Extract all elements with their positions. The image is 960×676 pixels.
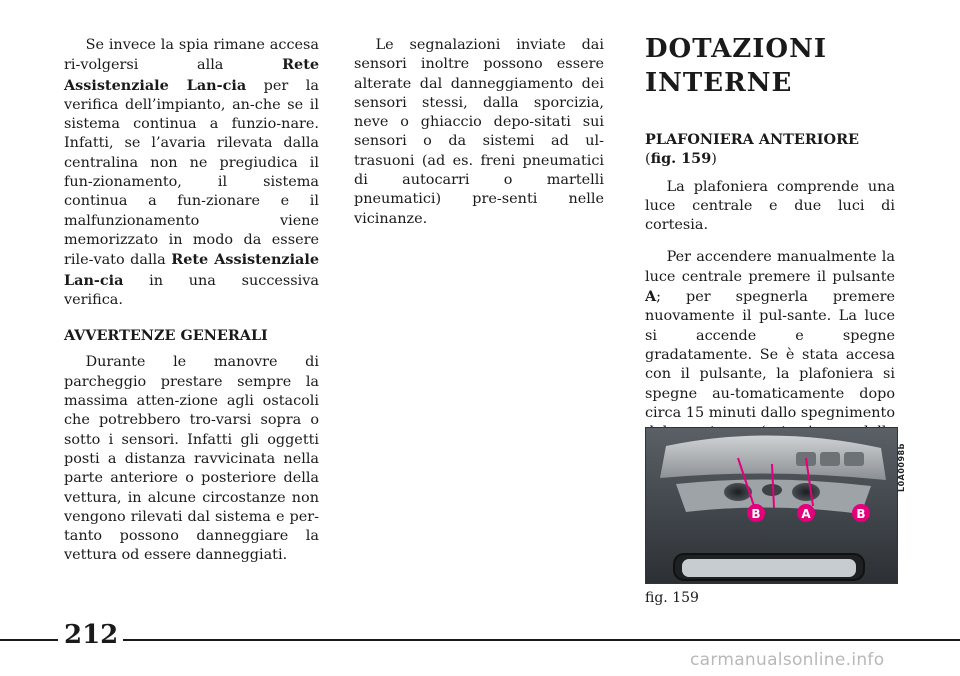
footer-rule-right xyxy=(123,639,960,641)
figure-code: L0A0098b xyxy=(897,443,906,492)
mirror-glass xyxy=(682,559,856,577)
callout-label-a: A xyxy=(801,507,811,521)
paragraph-parking: Durante le manovre di parcheggio prestare sempre la massima atten-zione agli ostacoli che potrebbero tro-varsi sopra o sotto i sensori. Infatti gli oggetti posti a distanza ravvicinata nella parte anteriore o posteriore della vettura, in alcune circostanze non vengono rilevati dal sistema e per-tanto possono danneggiare la vettura od essere danneggiati. xyxy=(64,354,319,564)
bold-lancia-network: Rete Assistenziale Lan-cia xyxy=(64,251,319,289)
paragraph-warning-light: Se invece la spia rimane accesa ri-volgersi alla Rete Assistenziale Lan-cia per la verifica dell’impianto, an-che se il sistema continua a funzio-nare. Infatti, se l’avaria rilevata dalla centralina non ne pregiudica il fun-zionamento, il sistema continua a fun-zionare e il malfunzionamento viene memorizzato in modo da essere rile-vato dalla Rete Assistenziale Lan-cia in una successiva verifica. xyxy=(64,37,319,308)
figure-caption: fig. 159 xyxy=(645,590,699,606)
footer-rule-left xyxy=(0,639,58,641)
switch-icon xyxy=(820,452,840,466)
left-column xyxy=(64,36,319,579)
figure-ceiling-light-photo xyxy=(645,427,898,584)
switch-icon xyxy=(844,452,864,466)
paragraph-light-operation: Per accendere manualmente la luce centrale premere il pulsante A; per spegnerla premere nuovamente il pul-sante. La luce si accende e spegne gradatamente. Se è stata accesa con il pulsante, la plafoniera si spegne au-tomaticamente dopo circa 15 minuti dallo spegnimento xyxy=(645,248,895,462)
heading-front-ceiling-light: PLAFONIERA ANTERIORE xyxy=(645,131,859,148)
callout-label-b-left: B xyxy=(751,507,761,521)
callout-label-b-right: B xyxy=(856,507,866,521)
right-column xyxy=(645,36,895,476)
bold-button-a: A xyxy=(645,288,657,306)
heading-general-warnings: AVVERTENZE GENERALI xyxy=(64,327,268,345)
section-title: DOTAZIONI INTERNE xyxy=(645,34,828,98)
courtesy-lamp-right xyxy=(792,483,820,501)
paragraph-light-description: La plafoniera comprende una luce centrale e due luci di cortesia. xyxy=(645,178,895,234)
watermark: carmanualsonline.info xyxy=(690,650,885,670)
middle-column xyxy=(354,36,604,242)
ceiling-light-illustration xyxy=(646,428,897,583)
paragraph-sensor-signals: Le segnalazioni inviate dai sensori inoltre possono essere alterate dal danneggiamento dei sensori stessi, dalla sporcizia, neve o ghiaccio depo-sitati sui sensori o da sistemi ad ul-trasuoni (ad es. freni pneumatici di autocarri o martelli pneumatici) pre-senti nelle vicinanze. xyxy=(354,37,604,227)
page-number: 212 xyxy=(64,620,119,650)
bold-lancia-network: Rete Assistenziale Lan-cia xyxy=(64,56,319,94)
figure-reference: (fig. 159) xyxy=(645,150,717,168)
